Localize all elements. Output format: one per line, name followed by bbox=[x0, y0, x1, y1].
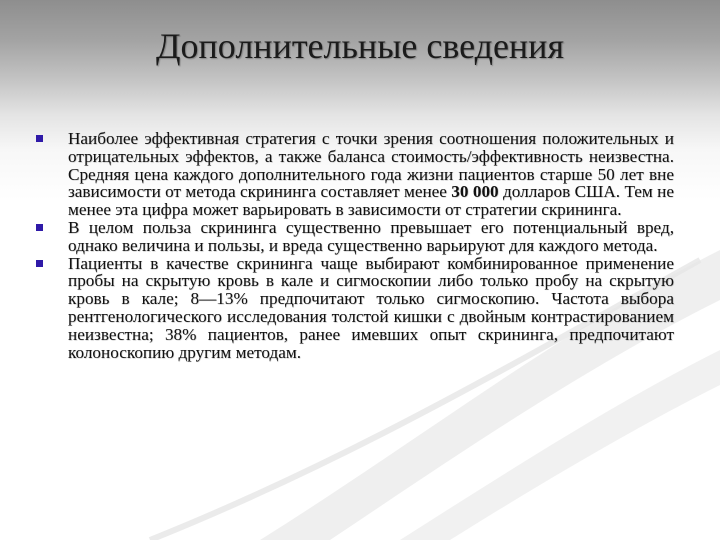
bullet-item-cost-effectiveness bbox=[36, 130, 674, 219]
bullet-list bbox=[36, 130, 674, 361]
slide-title: Дополнительные сведения bbox=[155, 26, 565, 66]
square-bullet-icon bbox=[36, 224, 43, 231]
bullet-text-part-1: Наиболее эффективная стратегия с точки зрения соотношения положительных и отрицательных эффектов, а также баланса стоимость/эффективность неизвестна. Средняя цена каждого дополнительного года жизни пациентов старше 50 лет вне зависимости от метода скрининга составляет менее bbox=[68, 129, 674, 202]
square-bullet-icon bbox=[36, 260, 43, 267]
bullet-text-bold-amount: 30 000 bbox=[451, 182, 499, 202]
bullet-text: В целом польза скрининга существенно превышает его потенциальный вред, однако величина и пользы, и вреда существенно варьируют для каждого метода. bbox=[68, 217, 674, 255]
bullet-item-patient-preferences bbox=[36, 255, 674, 362]
bullet-text: Пациенты в качестве скрининга чаще выбирают комбинированное применение пробы на скрытую кровь в кале и сигмоскопии либо только пробу на скрытую кровь в кале; 8—13% предпочитают только сигмоскопию. Частота выбора рентгенологического исследования толстой кишки с двойным контрастированием неизвестна; 38% пациентов, ранее имевших опыт скрининга, предпочитают колоноскопию другим методам. bbox=[68, 253, 674, 362]
bullet-item-benefit-harm bbox=[36, 219, 674, 255]
square-bullet-icon bbox=[36, 135, 43, 142]
bullet-text-part-2: долларов США. Тем не менее эта цифра может варьировать в зависимости от стратегии скрининга. bbox=[68, 182, 675, 220]
